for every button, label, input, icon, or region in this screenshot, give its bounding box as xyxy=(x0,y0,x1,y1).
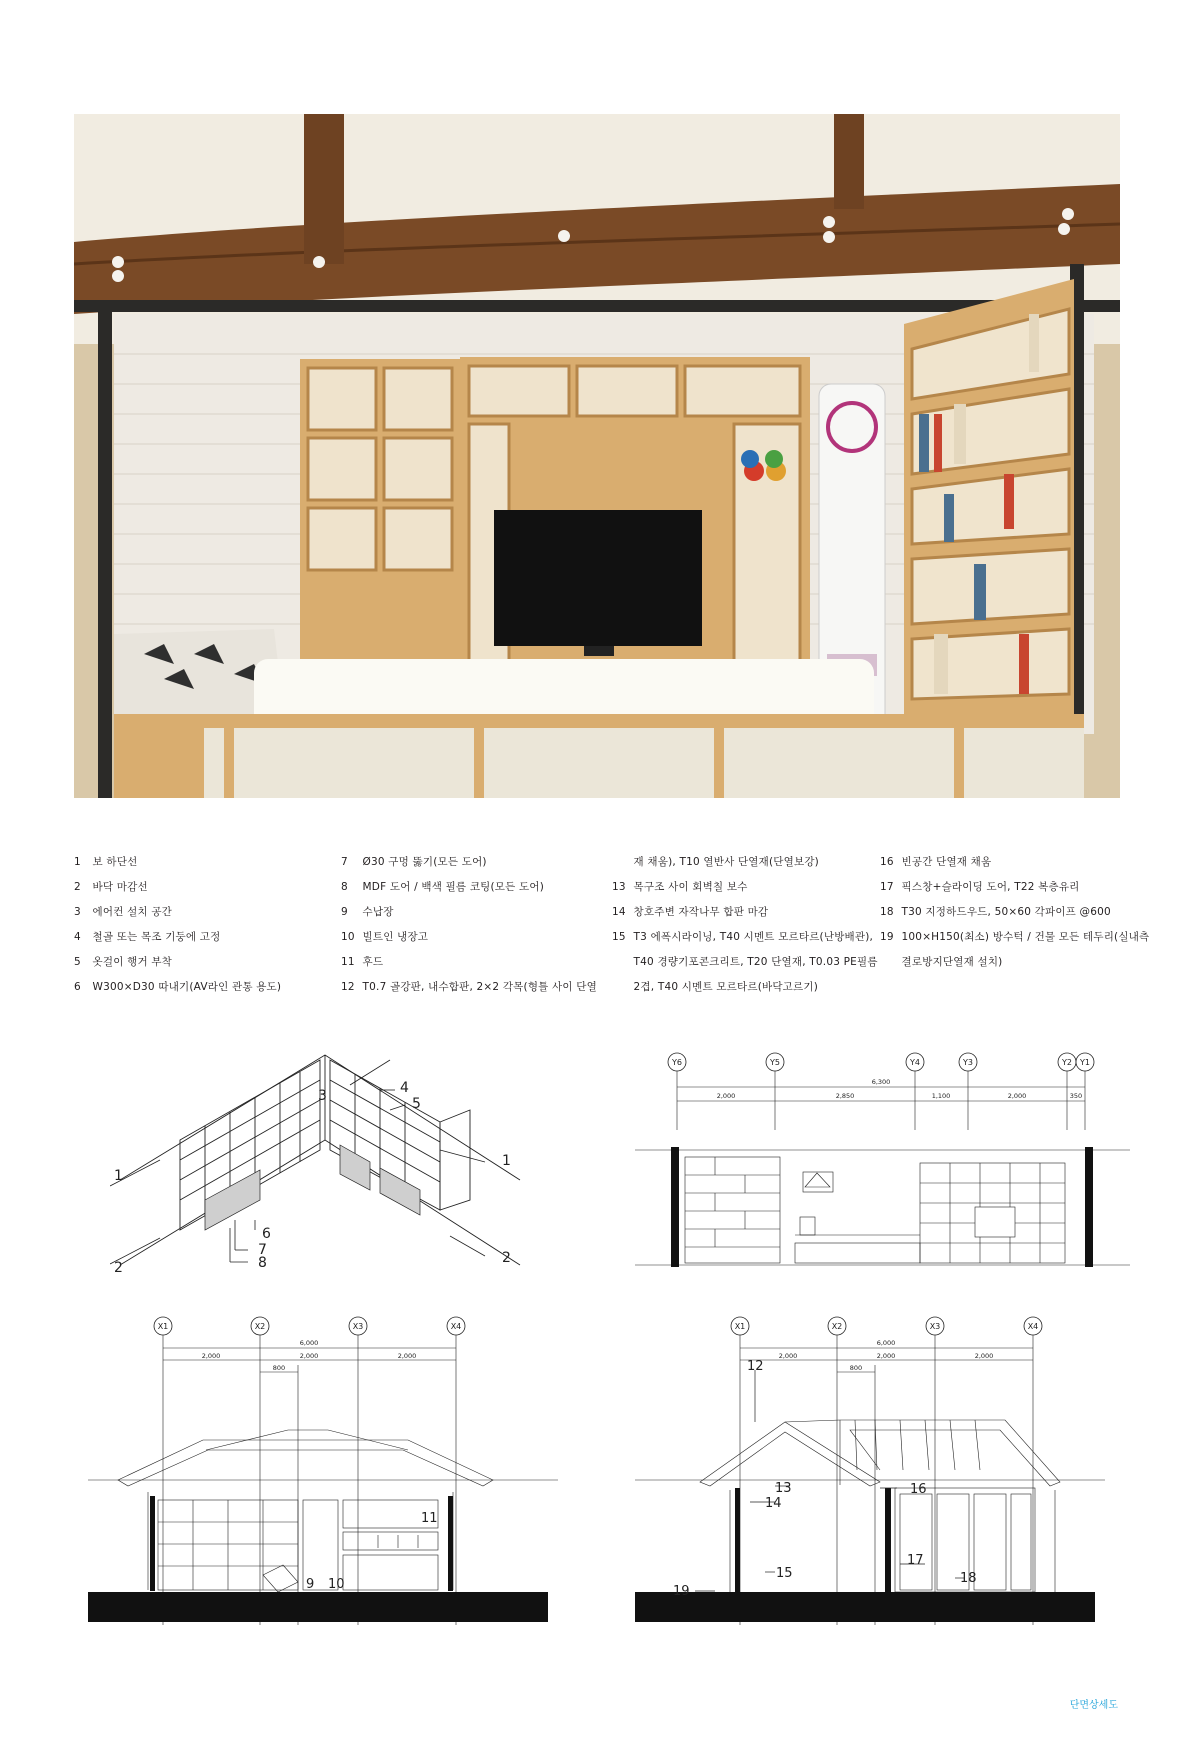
legend-item: 7 Ø30 구멍 뚫기(모든 도어) xyxy=(341,856,487,868)
section-label-12: 12 xyxy=(747,1359,764,1374)
dim-value: 2,000 xyxy=(716,1092,736,1100)
legend-item: 3 에어컨 설치 공간 xyxy=(74,906,173,918)
dim-value: 2,000 xyxy=(974,1352,994,1360)
dim-total: 6,000 xyxy=(876,1339,896,1347)
dim-value: 2,000 xyxy=(876,1352,896,1360)
legend-item: 재 채움), T10 열반사 단열재(단열보강) xyxy=(633,856,819,868)
axis-label: X1 xyxy=(734,1322,746,1331)
iso-label-8: 8 xyxy=(258,1255,267,1271)
dim-value: 2,850 xyxy=(835,1092,855,1100)
axis-label: X1 xyxy=(157,1322,169,1331)
section-label-11: 11 xyxy=(421,1511,438,1526)
axis-label: Y4 xyxy=(910,1058,920,1067)
section-label-10: 10 xyxy=(328,1577,345,1592)
legend-item: 16 빈공간 단열재 채움 xyxy=(880,856,992,868)
dim-value: 2,000 xyxy=(1007,1092,1027,1100)
interior-photo xyxy=(74,114,1120,798)
legend-column-3 xyxy=(612,850,878,1000)
legend-column-2 xyxy=(341,850,597,1000)
iso-label-1: 1 xyxy=(502,1153,511,1169)
iso-label-2: 2 xyxy=(502,1250,511,1266)
legend-item: 11 후드 xyxy=(341,956,384,968)
legend-item: 8 MDF 도어 / 백색 필름 코팅(모든 도어) xyxy=(341,881,545,893)
interior-elevation-drawing xyxy=(635,1045,1130,1290)
dim-total: 6,300 xyxy=(871,1078,891,1086)
dim-value: 1,100 xyxy=(931,1092,951,1100)
dim-value: 2,000 xyxy=(397,1352,417,1360)
section-label-16: 16 xyxy=(910,1482,927,1497)
axis-label: Y3 xyxy=(963,1058,973,1067)
iso-label-1: 1 xyxy=(114,1168,123,1184)
dim-value: 800 xyxy=(272,1364,286,1372)
legend-item: 5 옷걸이 행거 부착 xyxy=(74,956,173,968)
axis-label: X4 xyxy=(450,1322,462,1331)
legend-item: 2겹, T40 시멘트 모르타르(바닥고르기) xyxy=(633,981,819,993)
axis-label: X2 xyxy=(254,1322,266,1331)
section-label-14: 14 xyxy=(765,1496,782,1511)
legend-item: 17 픽스창+슬라이딩 도어, T22 복층유리 xyxy=(880,881,1080,893)
axis-label: X3 xyxy=(929,1322,941,1331)
dim-value: 2,000 xyxy=(299,1352,319,1360)
section-label-15: 15 xyxy=(776,1566,793,1581)
axis-label: Y6 xyxy=(672,1058,682,1067)
section-label-17: 17 xyxy=(907,1553,924,1568)
legend-item: 19 100×H150(최소) 방수턱 / 건물 모든 테두리(실내측 xyxy=(880,931,1150,943)
legend-item: 9 수납장 xyxy=(341,906,394,918)
legend-item: 15 T3 에폭시라이닝, T40 시멘트 모르타르(난방배관), xyxy=(612,931,874,943)
legend-item: 10 빌트인 냉장고 xyxy=(341,931,429,943)
axis-label: Y2 xyxy=(1062,1058,1072,1067)
dim-value: 2,000 xyxy=(201,1352,221,1360)
isometric-shelving-drawing xyxy=(110,1050,530,1290)
legend-item: T40 경량기포콘크리트, T20 단열재, T0.03 PE필름 xyxy=(633,956,878,968)
axis-label: X2 xyxy=(831,1322,843,1331)
section-label-9: 9 xyxy=(306,1577,315,1592)
legend-column-1 xyxy=(74,850,281,1000)
dim-total: 6,000 xyxy=(299,1339,319,1347)
legend-item: 13 목구조 사이 회벽칠 보수 xyxy=(612,881,748,893)
legend-item: 6 W300×D30 따내기(AV라인 관통 용도) xyxy=(74,981,282,993)
legend-item: 결로방지단열재 설치) xyxy=(901,956,1003,968)
dim-value: 800 xyxy=(849,1364,863,1372)
legend-item: 18 T30 지정하드우드, 50×60 각파이프 @600 xyxy=(880,906,1111,918)
section-label-18: 18 xyxy=(960,1571,977,1586)
axis-label: Y5 xyxy=(770,1058,780,1067)
legend-item: 2 바닥 마감선 xyxy=(74,881,148,893)
legend-item: 12 T0.7 골강판, 내수합판, 2×2 각목(형틀 사이 단열 xyxy=(341,981,597,993)
section-kitchen-drawing xyxy=(88,1310,558,1635)
legend-item: 1 보 하단선 xyxy=(74,856,138,868)
iso-label-4: 4 xyxy=(400,1080,409,1096)
iso-label-7: 7 xyxy=(258,1242,267,1258)
legend-column-4 xyxy=(880,850,1149,975)
axis-label: X4 xyxy=(1027,1322,1039,1331)
figure-caption: 단면상세도 xyxy=(1069,1700,1118,1711)
section-label-13: 13 xyxy=(775,1481,792,1496)
section-window-drawing xyxy=(635,1310,1105,1635)
axis-label: X3 xyxy=(352,1322,364,1331)
iso-label-3: 3 xyxy=(318,1088,327,1104)
iso-label-6: 6 xyxy=(262,1226,271,1242)
dim-value: 350 xyxy=(1069,1092,1083,1100)
iso-label-2: 2 xyxy=(114,1260,123,1276)
axis-label: Y1 xyxy=(1080,1058,1090,1067)
legend-item: 4 철골 또는 목조 기둥에 고정 xyxy=(74,931,221,943)
legend-item: 14 창호주변 자작나무 합판 마감 xyxy=(612,906,769,918)
dim-value: 2,000 xyxy=(778,1352,798,1360)
section-label-19: 19 xyxy=(673,1584,690,1599)
iso-label-5: 5 xyxy=(412,1096,421,1112)
